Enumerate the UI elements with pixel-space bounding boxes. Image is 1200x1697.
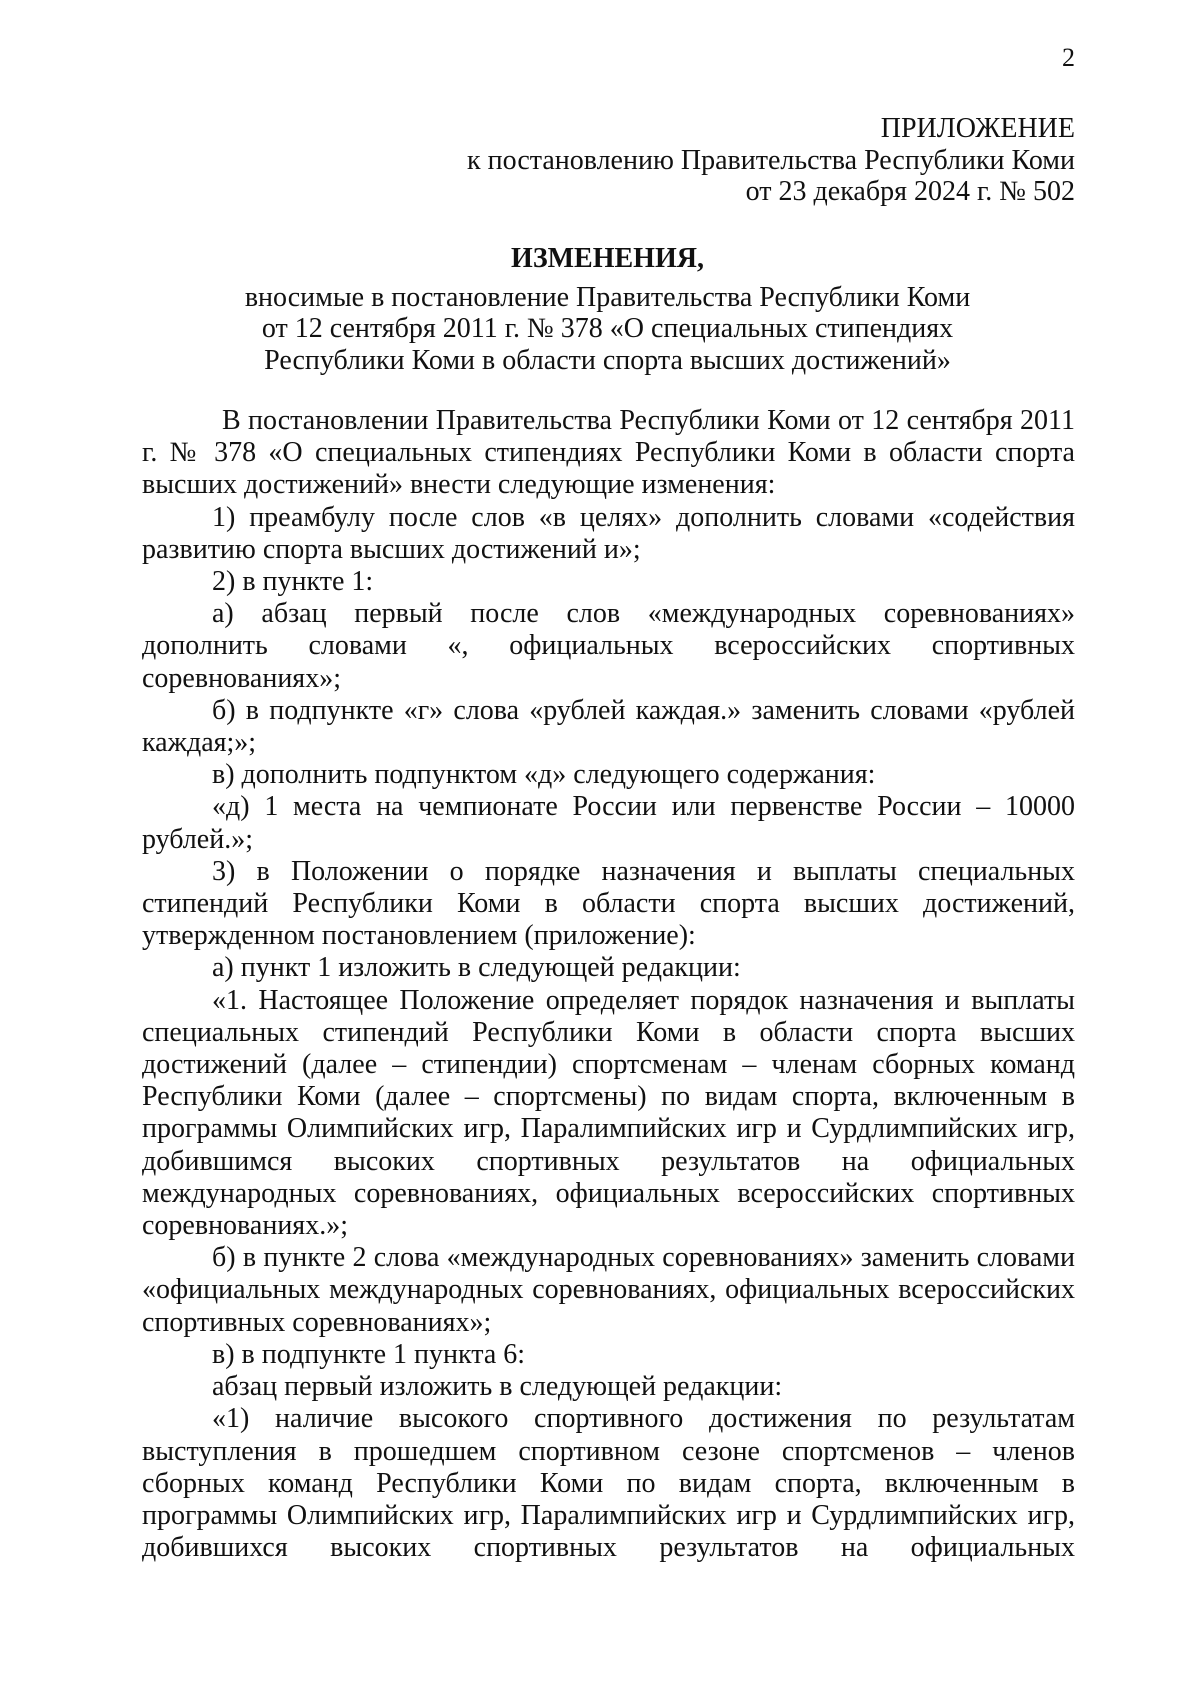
- document-subtitle-line: вносимые в постановление Правительства Республики Коми: [244, 281, 971, 313]
- paragraph: в) в подпункте 1 пункта 6:: [212, 1338, 526, 1370]
- appendix-line: к постановлению Правительства Республики Коми: [467, 144, 1075, 176]
- paragraph: 2) в пункте 1:: [212, 566, 374, 598]
- paragraph: «д) 1 места на чемпионате России или первенстве России – 10000 рублей.»;: [142, 791, 1075, 855]
- paragraph: б) в пункте 2 слова «международных соревнованиях» заменить словами «официальных международных соревнованиях, официальных всероссийских спортивных соревнованиях»;: [142, 1242, 1075, 1338]
- paragraph: а) абзац первый после слов «международных соревнованиях» дополнить словами «, официальных всероссийских спортивных соревнованиях»;: [142, 598, 1075, 694]
- paragraph: 3) в Положении о порядке назначения и выплаты специальных стипендий Республики Коми в области спорта высших достижений, утвержденном постановлением (приложение):: [142, 855, 1075, 952]
- paragraph: в) дополнить подпунктом «д» следующего содержания:: [212, 759, 876, 791]
- document-title-block: [140, 243, 1075, 376]
- document-subtitle-line: от 12 сентября 2011 г. № 378 «О специальных стипендиях: [261, 313, 954, 344]
- paragraph: «1) наличие высокого спортивного достижения по результатам выступления в прошедшем спортивном сезоне спортсменов – членов сборных команд Республики Коми по видам спорта, включенным в программы Олимпийских игр, Паралимпийских игр и Сурдлимпийских игр, добившихся высоких спортивных результатов на официальных: [142, 1403, 1075, 1564]
- document-body: [142, 405, 1075, 1564]
- appendix-line: от 23 декабря 2024 г. № 502: [745, 176, 1075, 207]
- paragraph: 1) преамбулу после слов «в целях» дополнить словами «содействия развитию спорта высших достижений и»;: [142, 501, 1075, 565]
- page-number: 2: [1062, 43, 1075, 72]
- document-title: ИЗМЕНЕНИЯ,: [511, 243, 704, 274]
- paragraph: «1. Настоящее Положение определяет порядок назначения и выплаты специальных стипендий Республики Коми в области спорта высших достижений (далее – стипендии) спортсменам – членам сборных команд Республики Коми (далее – спортсмены) по видам спорта, включенным в программы Олимпийских игр, Паралимпийских игр и Сурдлимпийских игр, добившимся высоких спортивных результатов на официальных международных соревнованиях, официальных всероссийских спортивных соревнованиях.»;: [142, 984, 1075, 1242]
- appendix-block: [467, 113, 1075, 208]
- paragraph: а) пункт 1 изложить в следующей редакции:: [212, 952, 741, 984]
- document-subtitle-line: Республики Коми в области спорта высших достижений»: [264, 344, 951, 376]
- paragraph: абзац первый изложить в следующей редакции:: [212, 1371, 783, 1403]
- appendix-title: ПРИЛОЖЕНИЕ: [880, 113, 1075, 144]
- paragraph: б) в подпункте «г» слова «рублей каждая.» заменить словами «рублей каждая;»;: [142, 694, 1075, 759]
- paragraph: В постановлении Правительства Республики Коми от 12 сентября 2011 г. № 378 «О специальных стипендиях Республики Коми в области спорта высших достижений» внести следующие изменения:: [142, 405, 1075, 501]
